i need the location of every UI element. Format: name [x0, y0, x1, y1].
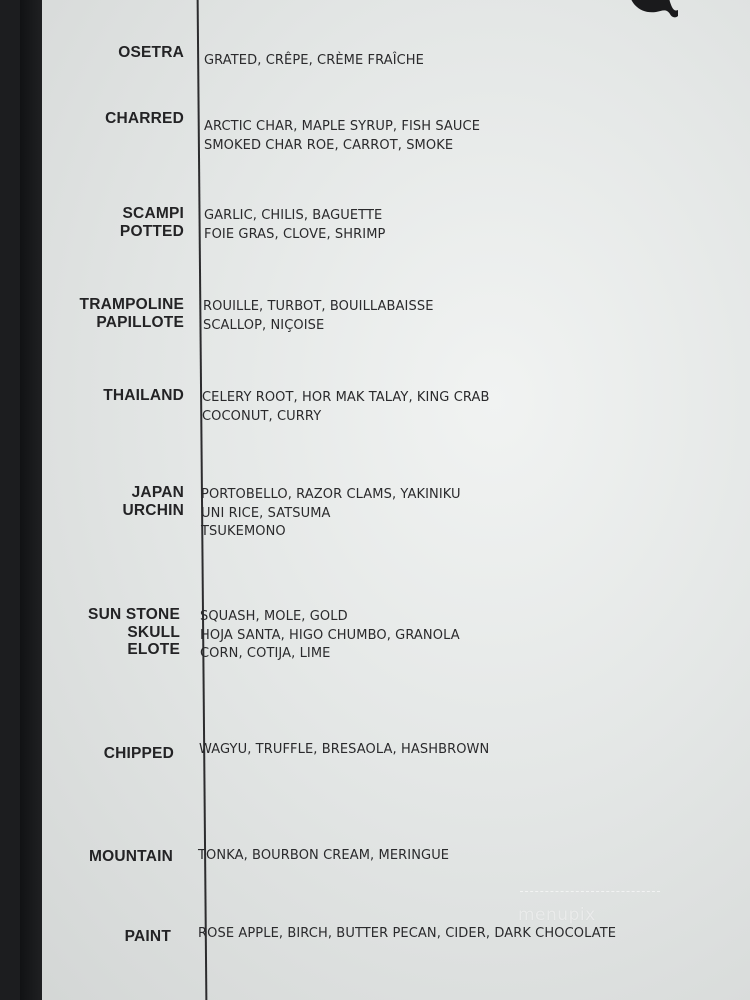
course-description-line: GARLIC, CHILIS, BAGUETTE	[204, 208, 383, 223]
course-name-line: PAINT	[124, 928, 171, 945]
course-name-line: OSETRA	[118, 44, 184, 61]
course-name-line: THAILAND	[103, 387, 184, 404]
course-description-line: TONKA, BOURBON CREAM, MERINGUE	[198, 848, 450, 863]
course-description-line: CELERY ROOT, HOR MAK TALAY, KING CRAB	[202, 390, 490, 405]
course-description-line: GRATED, CRÊPE, CRÈME FRAÎCHE	[204, 53, 424, 68]
page-edge-shadow	[20, 0, 42, 1000]
course-description-line: TSUKEMONO	[201, 524, 286, 539]
course-name	[125, 928, 171, 946]
course-name-line: TRAMPOLINE	[79, 296, 184, 313]
course-description	[199, 741, 489, 760]
course-description	[198, 925, 616, 944]
course-name-line: ELOTE	[127, 641, 180, 658]
course-name-line: MOUNTAIN	[89, 848, 173, 865]
course-name	[89, 848, 173, 866]
course-description	[204, 52, 424, 71]
course-name-line: PAPILLOTE	[96, 313, 184, 331]
course-name	[118, 44, 184, 62]
course-description-line: HOJA SANTA, HIGO CHUMBO, GRANOLA	[200, 627, 460, 643]
course-description-line: SCALLOP, NIÇOISE	[203, 317, 325, 333]
course-name	[105, 110, 184, 128]
course-description-line: UNI RICE, SATSUMA	[201, 505, 331, 521]
course-name	[80, 296, 184, 331]
course-description	[203, 298, 434, 335]
course-name	[120, 205, 184, 240]
course-description-line: WAGYU, TRUFFLE, BRESAOLA, HASHBROWN	[199, 742, 490, 757]
course-description-line: ARCTIC CHAR, MAPLE SYRUP, FISH SAUCE	[204, 119, 481, 134]
logo-mark-icon	[626, 0, 678, 20]
course-name-line: SCAMPI	[122, 205, 184, 222]
course-description-line: SQUASH, MOLE, GOLD	[200, 609, 348, 624]
course-description	[204, 118, 480, 155]
course-name-line: URCHIN	[122, 501, 184, 519]
course-description	[201, 486, 461, 542]
course-name	[123, 484, 184, 519]
menu-page	[20, 0, 750, 1000]
watermark-rule	[520, 891, 660, 893]
course-description-line: FOIE GRAS, CLOVE, SHRIMP	[204, 226, 386, 242]
watermark: menupix	[518, 905, 596, 925]
course-name-line: SUN STONE	[88, 606, 180, 623]
course-name-line: POTTED	[119, 222, 184, 240]
course-name-line: CHARRED	[105, 110, 184, 127]
course-description-line: COCONUT, CURRY	[202, 408, 322, 424]
course-name-line: CHIPPED	[103, 745, 174, 762]
course-name	[103, 387, 184, 405]
course-description	[198, 847, 449, 866]
course-name	[88, 606, 180, 659]
course-description	[204, 207, 385, 244]
course-description-line: ROSE APPLE, BIRCH, BUTTER PECAN, CIDER, DARK CHOCOLATE	[198, 926, 617, 941]
course-name	[104, 745, 174, 763]
course-description	[202, 389, 490, 426]
course-description	[200, 608, 460, 664]
course-name-line: JAPAN	[131, 484, 184, 501]
course-description-line: CORN, COTIJA, LIME	[200, 646, 331, 661]
course-description-line: SMOKED CHAR ROE, CARROT, SMOKE	[204, 137, 454, 153]
course-description-line: ROUILLE, TURBOT, BOUILLABAISSE	[203, 299, 434, 314]
course-name-line: SKULL	[127, 623, 180, 641]
course-description-line: PORTOBELLO, RAZOR CLAMS, YAKINIKU	[201, 487, 461, 502]
